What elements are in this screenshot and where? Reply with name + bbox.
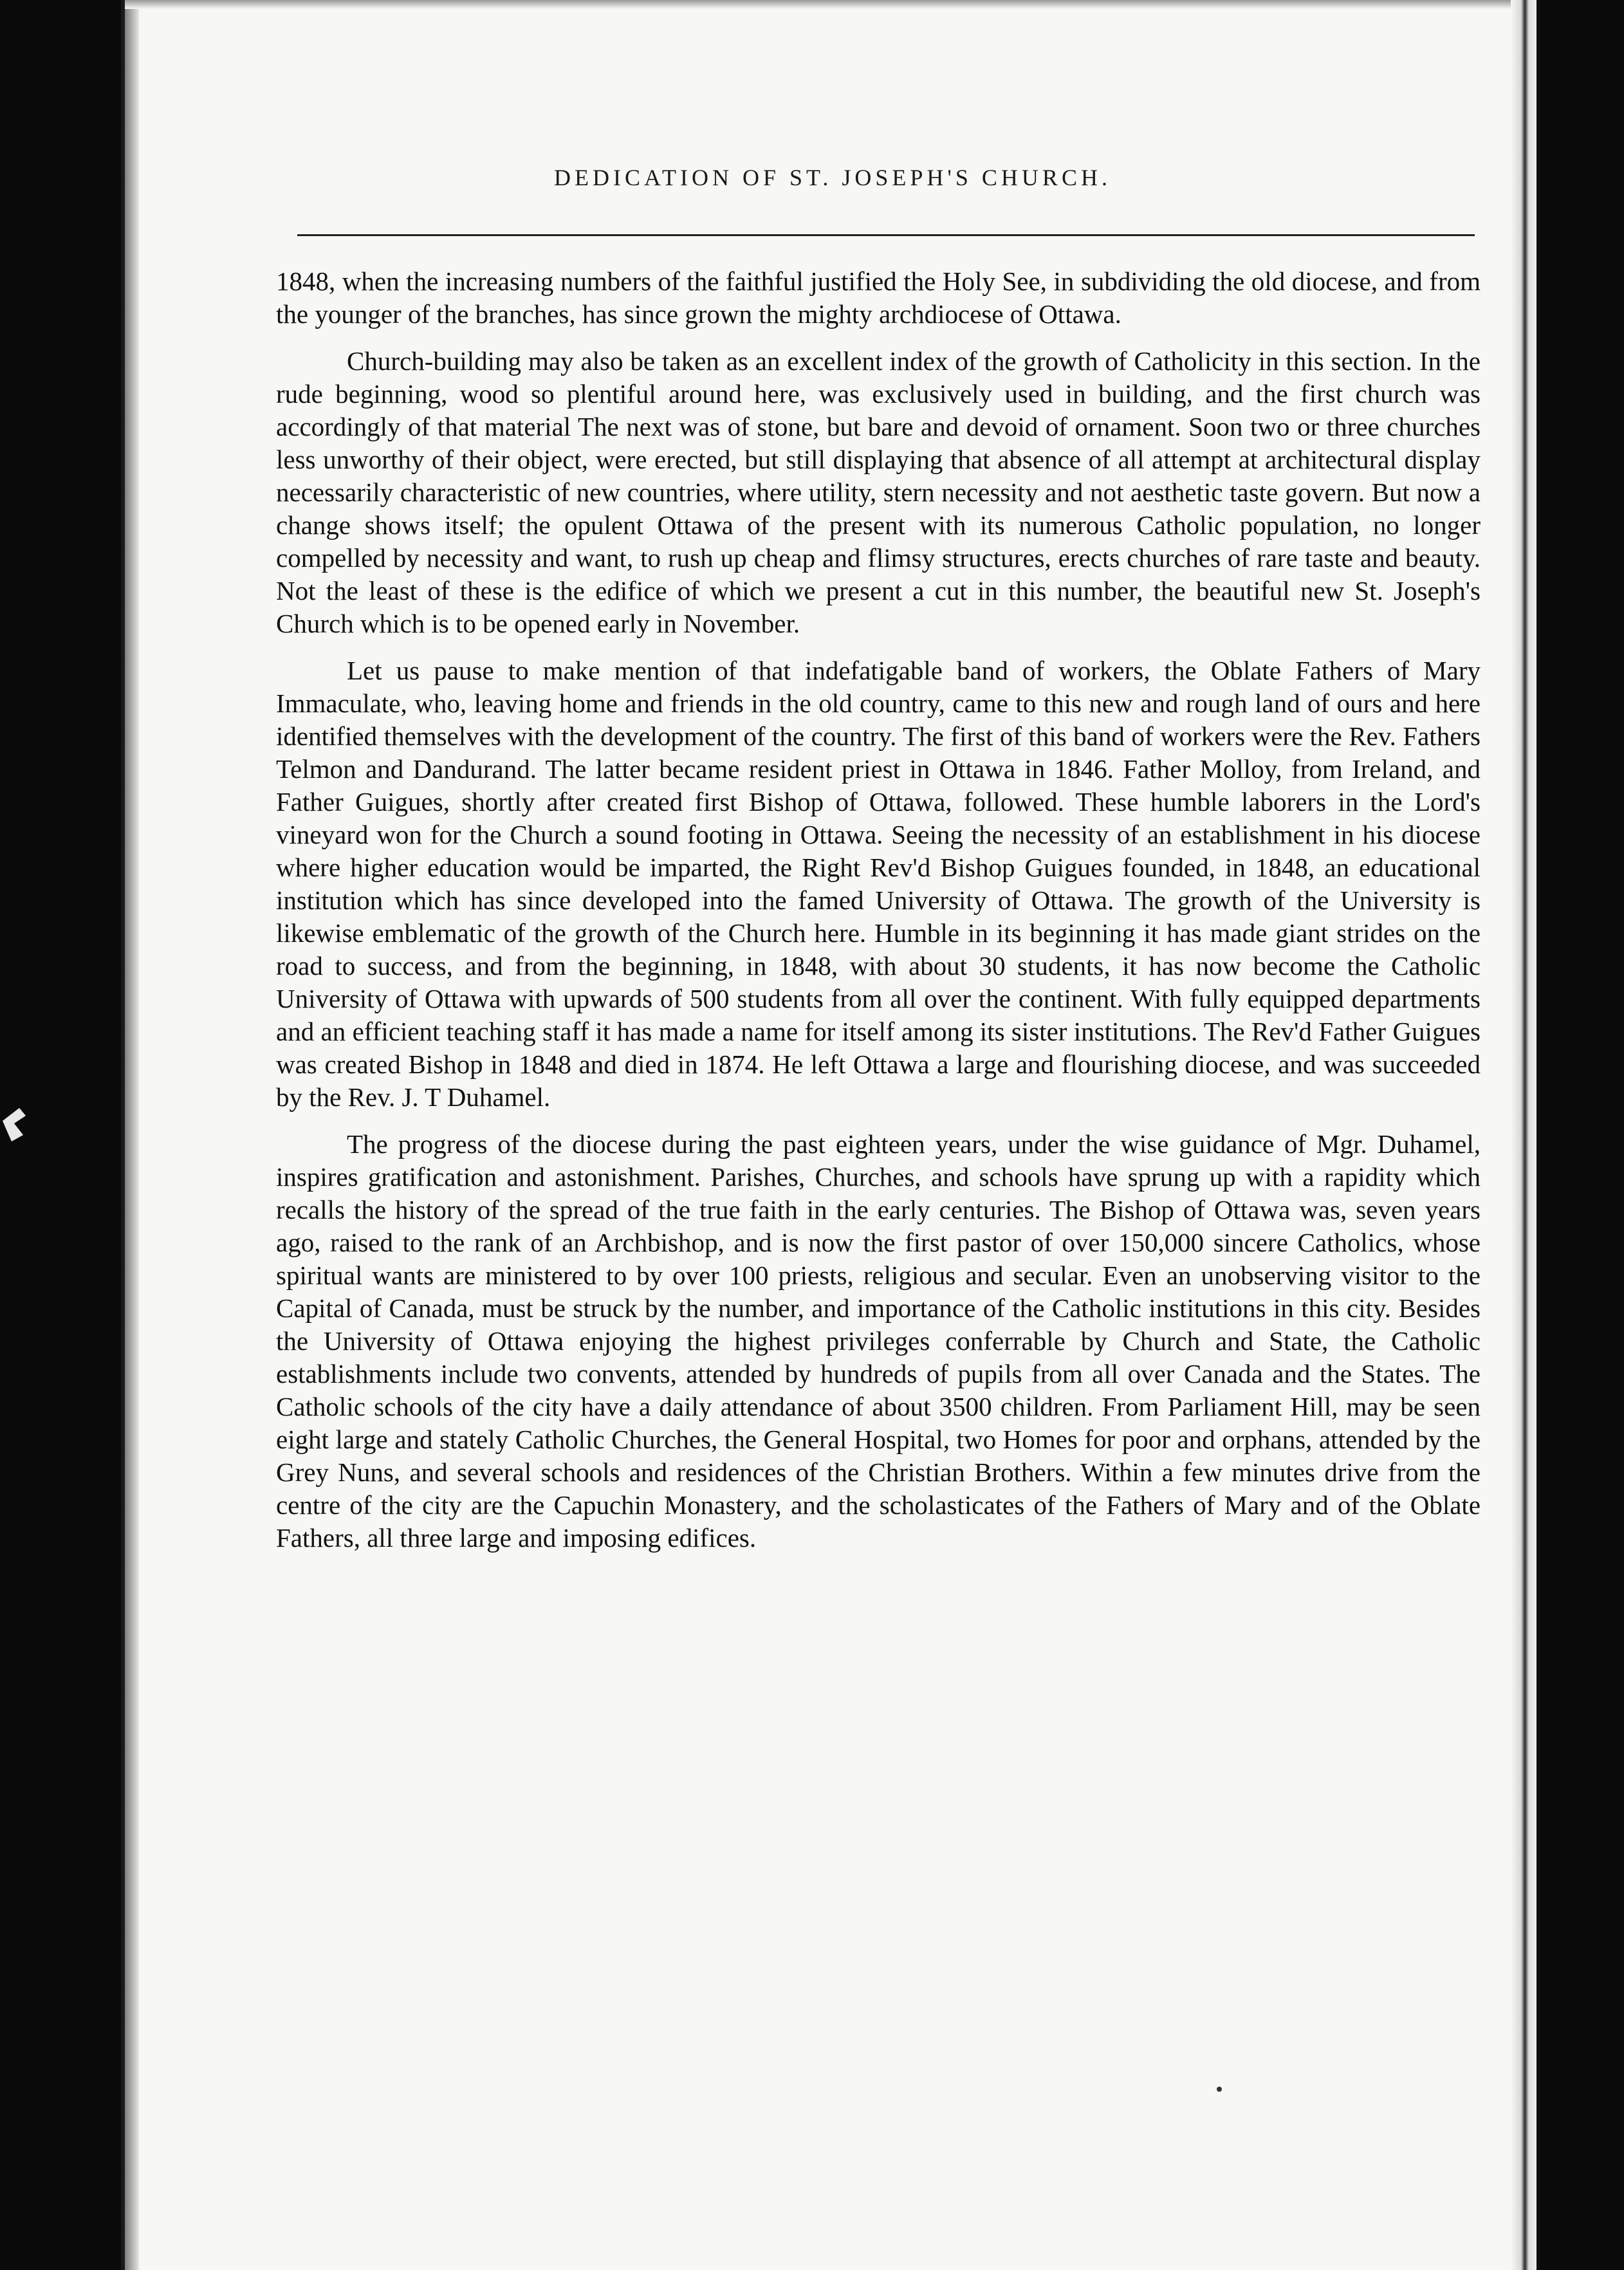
paragraph-oblate-fathers: Let us pause to make mention of that indefatigable band of workers, the Oblate Fathers of Mary Immaculate, who, leaving home and friends in the old country, came to this new and rough land of ours and here identified themselves with the development of the country. The first of this band of workers were the Rev. Fathers Telmon and Dandurand. The latter became resident priest in Ottawa in 1846. Father Molloy, from Ireland, and Father Guigues, shortly after created first Bishop of Ottawa, followed. These humble laborers in the Lord's vineyard won for the Church a sound footing in Ottawa. Seeing the necessity of an establishment in his diocese where higher education would be imparted, the Right Rev'd Bishop Guigues founded, in 1848, an educational institution which has since developed into the famed University of Ottawa. The growth of the University is likewise emblematic of the growth of the Church here. Humble in its beginning it has made giant strides on the road to success, and from the beginning, in 1848, with about 30 students, it has now become the Catholic University of Ottawa with upwards of 500 students from all over the continent. With fully equipped departments and an efficient teaching staff it has made a name for itself among its sister institutions. The Rev'd Father Guigues was created Bishop in 1848 and died in 1874. He left Ottawa a large and flourishing diocese, and was succeeded by the Rev. J. T Duhamel. [276,656,1481,1112]
paragraph-diocese-progress: The progress of the diocese during the past eighteen years, under the wise guidance of Mgr. Duhamel, inspires gratification and astonishment. Parishes, Churches, and schools have sprung up with a rapidity which recalls the history of the spread of the true faith in the early centuries. The Bishop of Ottawa was, seven years ago, raised to the rank of an Archbishop, and is now the first pastor of over 150,000 sincere Catholics, whose spiritual wants are ministered to by over 100 priests, religious and secular. Even an unobserving visitor to the Capital of Canada, must be struck by the number, and importance of the Catholic institutions in this city. Besides the University of Ottawa enjoying the highest privileges conferrable by Church and State, the Catholic establishments include two convents, attended by hundreds of pupils from all over Canada and the States. The Catholic schools of the city have a daily attendance of about 3500 children. From Parliament Hill, may be seen eight large and stately Catholic Churches, the General Hospital, two Homes for poor and orphans, attended by the Grey Nuns, and several schools and residences of the Christian Brothers. Within a few minutes drive from the centre of the city are the Capuchin Monastery, and the scholasticates of the Fathers of Mary and of the Oblate Fathers, all three large and imposing edifices. [276,1129,1481,1553]
margin-ink-mark [0,1102,31,1147]
page-gutter-shadow [125,0,139,2270]
running-title: DEDICATION OF ST. JOSEPH'S CHURCH. [554,165,1111,190]
article-body [276,265,1481,1569]
ink-speck [1217,2087,1222,2092]
header-rule [297,234,1475,236]
page-right-edge [1511,0,1536,2270]
scanned-page [121,0,1536,2270]
paragraph-continuation: 1848, when the increasing numbers of the faithful justified the Holy See, in subdividing the old diocese, and from the younger of the branches, has since grown the mighty archdiocese of Ottawa. [276,266,1481,329]
page-top-shadow [125,0,1536,9]
paragraph-church-building: Church-building may also be taken as an excellent index of the growth of Catholicity in this section. In the rude beginning, wood so plentiful around here, was exclusively used in building, and the first church was accordingly of that material The next was of stone, but bare and devoid of ornament. Soon two or three churches less unworthy of their object, were erected, but still displaying that absence of all attempt at architectural display necessarily characteristic of new countries, where utility, stern necessity and not aesthetic taste govern. But now a change shows itself; the opulent Ottawa of the present with its numerous Catholic population, no longer compelled by necessity and want, to rush up cheap and flimsy structures, erects churches of rare taste and beauty. Not the least of these is the edifice of which we present a cut in this number, the beautiful new St. Joseph's Church which is to be opened early in November. [276,346,1481,638]
